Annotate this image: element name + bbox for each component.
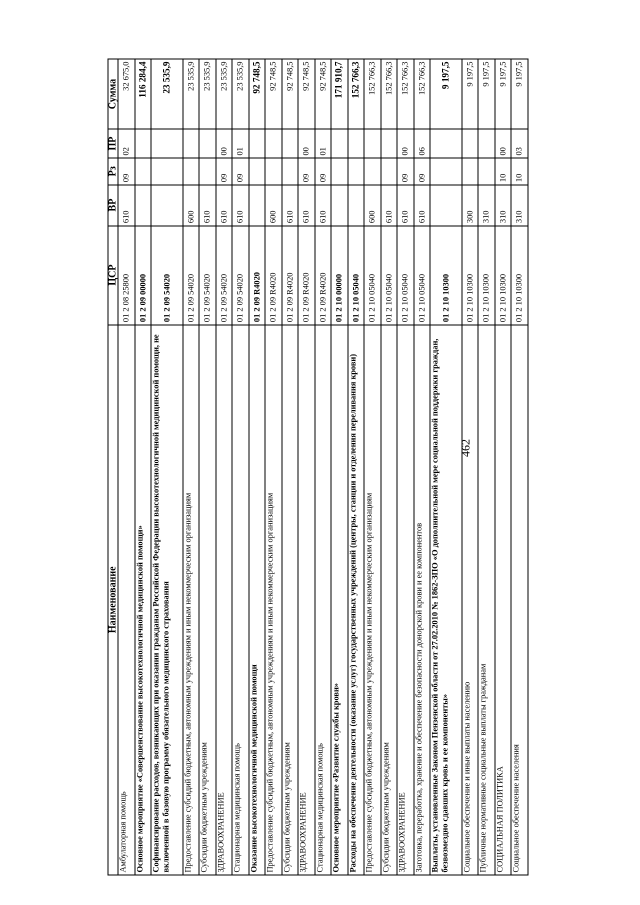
cell-rz: [348, 158, 365, 185]
header-vr: ВР: [108, 185, 118, 226]
cell-csr: 01 2 10 05040: [348, 226, 365, 325]
cell-name: Предоставление субсидий бюджетным, автономным учреждениям и иным некоммерческим организациям: [364, 325, 381, 875]
cell-vr: 610: [118, 185, 135, 226]
cell-vr: 610: [381, 185, 398, 226]
cell-rz: [478, 158, 495, 185]
budget-table: [108, 59, 529, 876]
cell-sum: 92 748,5: [298, 59, 315, 129]
cell-name: Оказание высокотехнологичной медицинской помощи: [249, 325, 266, 875]
cell-rz: 09: [397, 158, 414, 185]
cell-pr: 00: [216, 129, 233, 158]
table-row: [199, 59, 216, 875]
cell-name: Расходы на обеспечение деятельности (оказание услуг) государственных учреждений (центры, станции и отделения переливания крови): [348, 325, 365, 875]
cell-sum: 9 197,5: [462, 59, 479, 129]
cell-rz: [430, 158, 461, 185]
cell-pr: 00: [495, 129, 512, 158]
cell-pr: [478, 129, 495, 158]
table-row: [414, 59, 431, 875]
cell-rz: 09: [298, 158, 315, 185]
table-row: [430, 59, 461, 875]
cell-rz: [135, 158, 152, 185]
cell-vr: [331, 185, 348, 226]
cell-rz: [183, 158, 200, 185]
cell-pr: 00: [298, 129, 315, 158]
cell-rz: 09: [118, 158, 135, 185]
cell-name: Основное мероприятие «Совершенствование высокотехнологичной медицинской помощи»: [135, 325, 152, 875]
cell-sum: 171 910,7: [331, 59, 348, 129]
cell-vr: 610: [414, 185, 431, 226]
cell-csr: 01 2 10 05040: [364, 226, 381, 325]
table-row: [348, 59, 365, 875]
cell-vr: 610: [397, 185, 414, 226]
table-row: [511, 59, 528, 875]
cell-name: Амбулаторная помощь: [118, 325, 135, 875]
cell-sum: 152 766,3: [381, 59, 398, 129]
cell-vr: 600: [364, 185, 381, 226]
cell-vr: [348, 185, 365, 226]
cell-vr: 300: [462, 185, 479, 226]
cell-csr: 01 2 09 R4020: [298, 226, 315, 325]
cell-csr: 01 2 09 54020: [232, 226, 249, 325]
cell-csr: 01 2 09 54020: [199, 226, 216, 325]
cell-rz: [282, 158, 299, 185]
cell-pr: 01: [315, 129, 332, 158]
cell-vr: 610: [282, 185, 299, 226]
cell-sum: 152 766,3: [397, 59, 414, 129]
cell-sum: 92 748,5: [249, 59, 266, 129]
page-number: 462: [458, 439, 473, 457]
cell-name: Публичные нормативные социальные выплаты гражданам: [478, 325, 495, 875]
table-row: [151, 59, 182, 875]
cell-rz: [381, 158, 398, 185]
cell-rz: 09: [232, 158, 249, 185]
cell-vr: 600: [265, 185, 282, 226]
cell-rz: [331, 158, 348, 185]
header-sum: Сумма: [108, 59, 118, 129]
cell-name: Социальное обеспечение и иные выплаты населению: [462, 325, 479, 875]
cell-pr: [282, 129, 299, 158]
cell-rz: [462, 158, 479, 185]
cell-sum: 92 748,5: [265, 59, 282, 129]
cell-name: Предоставление субсидий бюджетным, автономным учреждениям и иным некоммерческим организациям: [265, 325, 282, 875]
cell-pr: [265, 129, 282, 158]
cell-sum: 23 535,9: [216, 59, 233, 129]
cell-vr: 610: [216, 185, 233, 226]
cell-csr: 01 2 09 54020: [183, 226, 200, 325]
cell-csr: 01 2 10 10300: [462, 226, 479, 325]
cell-rz: 10: [495, 158, 512, 185]
cell-pr: 06: [414, 129, 431, 158]
cell-csr: 01 2 09 R4020: [315, 226, 332, 325]
cell-name: Заготовка, переработка, хранение и обеспечение безопасности донорской крови и ее компонентов: [414, 325, 431, 875]
cell-csr: 01 2 10 00000: [331, 226, 348, 325]
cell-pr: [249, 129, 266, 158]
cell-name: Предоставление субсидий бюджетным, автономным учреждениям и иным некоммерческим организациям: [183, 325, 200, 875]
cell-vr: 610: [298, 185, 315, 226]
cell-rz: [265, 158, 282, 185]
table-row: [118, 59, 135, 875]
cell-name: Софинансирование расходов, возникающих при оказании гражданам Российской Федерации высокотехнологичной медицинской помощи, не включенной в базовую программу обязательного медицинского страхования: [151, 325, 182, 875]
cell-csr: 01 2 08 25800: [118, 226, 135, 325]
table-row: [183, 59, 200, 875]
cell-rz: 10: [511, 158, 528, 185]
cell-name: Субсидии бюджетным учреждениям: [282, 325, 299, 875]
cell-name: Субсидии бюджетным учреждениям: [381, 325, 398, 875]
cell-name: Стационарная медицинская помощь: [232, 325, 249, 875]
cell-csr: 01 2 09 R4020: [265, 226, 282, 325]
cell-csr: 01 2 10 10300: [511, 226, 528, 325]
cell-csr: 01 2 10 05040: [381, 226, 398, 325]
header-name: Наименование: [108, 325, 118, 875]
table-row: [298, 59, 315, 875]
table-row: [364, 59, 381, 875]
cell-vr: 610: [232, 185, 249, 226]
cell-csr: 01 2 10 05040: [397, 226, 414, 325]
table-row: [315, 59, 332, 875]
cell-pr: [183, 129, 200, 158]
table-row: [216, 59, 233, 875]
header-csr: ЦСР: [108, 226, 118, 325]
cell-vr: 600: [183, 185, 200, 226]
cell-vr: 610: [315, 185, 332, 226]
cell-name: ЗДРАВООХРАНЕНИЕ: [397, 325, 414, 875]
cell-csr: 01 2 09 R4020: [282, 226, 299, 325]
cell-csr: 01 2 09 R4020: [249, 226, 266, 325]
table-header-row: [108, 59, 118, 875]
cell-name: Субсидии бюджетным учреждениям: [199, 325, 216, 875]
cell-name: СОЦИАЛЬНАЯ ПОЛИТИКА: [495, 325, 512, 875]
cell-pr: [348, 129, 365, 158]
table-row: [232, 59, 249, 875]
cell-pr: [381, 129, 398, 158]
cell-rz: [364, 158, 381, 185]
cell-csr: 01 2 10 10300: [495, 226, 512, 325]
cell-pr: [331, 129, 348, 158]
cell-pr: [364, 129, 381, 158]
cell-vr: [135, 185, 152, 226]
cell-sum: 9 197,5: [430, 59, 461, 129]
cell-rz: 09: [315, 158, 332, 185]
rotated-table-container: [108, 59, 529, 876]
table-row: [331, 59, 348, 875]
table-row: [381, 59, 398, 875]
cell-rz: 09: [216, 158, 233, 185]
cell-pr: [135, 129, 152, 158]
cell-name: Основное мероприятие «Развитие службы крови»: [331, 325, 348, 875]
cell-sum: 152 766,3: [364, 59, 381, 129]
cell-rz: [151, 158, 182, 185]
table-row: [495, 59, 512, 875]
table-row: [249, 59, 266, 875]
cell-pr: [151, 129, 182, 158]
cell-sum: 23 535,9: [232, 59, 249, 129]
cell-sum: 9 197,5: [478, 59, 495, 129]
cell-csr: 01 2 09 00000: [135, 226, 152, 325]
cell-rz: [249, 158, 266, 185]
cell-pr: 03: [511, 129, 528, 158]
cell-csr: 01 2 10 10300: [478, 226, 495, 325]
cell-csr: 01 2 09 54020: [151, 226, 182, 325]
cell-sum: 152 766,3: [348, 59, 365, 129]
cell-pr: [462, 129, 479, 158]
table-row: [397, 59, 414, 875]
cell-sum: 23 535,9: [199, 59, 216, 129]
cell-csr: 01 2 10 10300: [430, 226, 461, 325]
cell-csr: 01 2 09 54020: [216, 226, 233, 325]
cell-vr: [249, 185, 266, 226]
cell-pr: 02: [118, 129, 135, 158]
cell-sum: 92 748,5: [315, 59, 332, 129]
cell-vr: [151, 185, 182, 226]
cell-name: ЗДРАВООХРАНЕНИЕ: [216, 325, 233, 875]
cell-pr: 00: [397, 129, 414, 158]
cell-pr: 01: [232, 129, 249, 158]
cell-sum: 9 197,5: [511, 59, 528, 129]
cell-vr: 310: [478, 185, 495, 226]
cell-sum: 32 675,0: [118, 59, 135, 129]
header-rz: Рз: [108, 158, 118, 185]
cell-pr: [199, 129, 216, 158]
cell-sum: 23 535,9: [151, 59, 182, 129]
table-row: [135, 59, 152, 875]
cell-vr: 310: [511, 185, 528, 226]
cell-rz: 09: [414, 158, 431, 185]
table-row: [478, 59, 495, 875]
cell-csr: 01 2 10 05040: [414, 226, 431, 325]
header-pr: ПР: [108, 129, 118, 158]
cell-sum: 116 284,4: [135, 59, 152, 129]
cell-vr: 610: [199, 185, 216, 226]
cell-vr: [430, 185, 461, 226]
cell-name: Стационарная медицинская помощь: [315, 325, 332, 875]
cell-sum: 92 748,5: [282, 59, 299, 129]
cell-name: ЗДРАВООХРАНЕНИЕ: [298, 325, 315, 875]
cell-name: Выплаты, установленные Законом Пензенской области от 27.02.2010 № 1862-ЗПО «О дополнительной мере социальной поддержки граждан, безвозмездно сдавших кровь и ее компоненты»: [430, 325, 461, 875]
table-row: [462, 59, 479, 875]
table-row: [265, 59, 282, 875]
table-body: [118, 59, 528, 875]
table-row: [282, 59, 299, 875]
cell-pr: [430, 129, 461, 158]
cell-name: Социальное обеспечение населения: [511, 325, 528, 875]
cell-sum: 23 535,9: [183, 59, 200, 129]
cell-sum: 152 766,3: [414, 59, 431, 129]
cell-vr: 310: [495, 185, 512, 226]
cell-sum: 9 197,5: [495, 59, 512, 129]
cell-rz: [199, 158, 216, 185]
